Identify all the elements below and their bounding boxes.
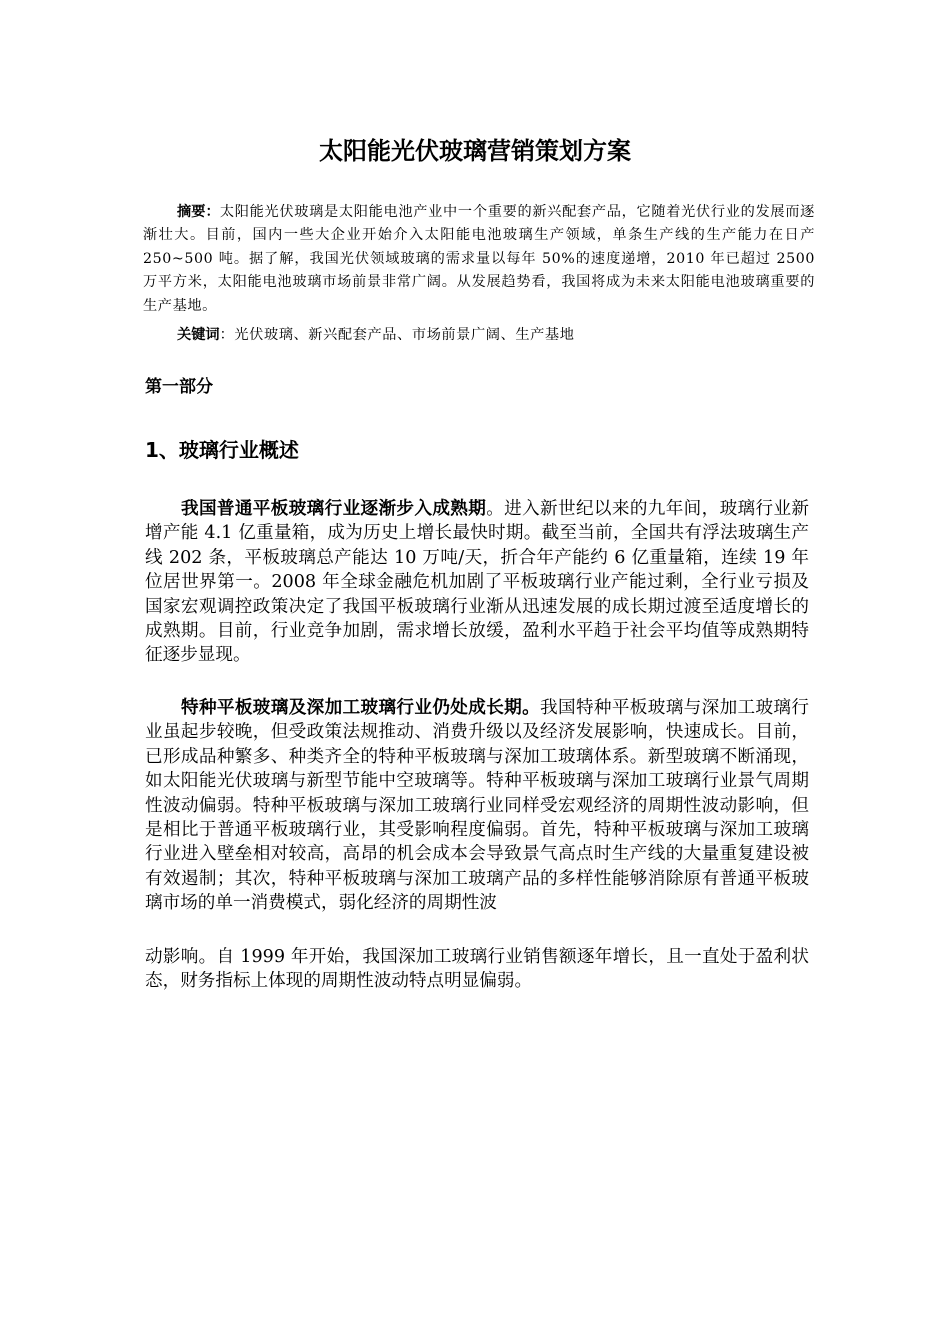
keywords	[143, 324, 815, 347]
paragraph-continuation: 动影响。自 1999 年开始，我国深加工玻璃行业销售额逐年增长，且一直处于盈利状态，财务指标上体现的周期性波动特点明显偏弱。	[145, 947, 809, 992]
part-heading: 第一部分	[145, 377, 213, 397]
abstract-label: 摘要：	[177, 204, 220, 220]
paragraph-lead: 我国普通平板玻璃行业逐渐步入成熟期	[181, 499, 487, 519]
keywords-text: ：光伏玻璃、新兴配套产品、市场前景广阔、生产基地	[219, 327, 575, 343]
paragraph-lead: 特种平板玻璃及深加工玻璃行业仍处成长期。	[181, 698, 541, 718]
paragraph-special-glass	[145, 696, 809, 916]
document-title: 太阳能光伏玻璃营销策划方案	[319, 137, 631, 165]
abstract-text: 太阳能光伏玻璃是太阳能电池产业中一个重要的新兴配套产品，它随着光伏行业的发展而逐渐壮大。目前，国内一些大企业开始介入太阳能电池玻璃生产领域，单条生产线的生产能力在日产 250~500 吨。据了解，我国光伏领域玻璃的需求量以每年 50%的速度递增，2010 年已超过 2500 万平方米，太阳能电池玻璃市场前景非常广阔。从发展趋势看，我国将成为未来太阳能电池玻璃重要的生产基地。	[143, 204, 815, 314]
keywords-label: 关键词	[177, 327, 220, 343]
abstract	[143, 201, 815, 318]
section-heading: 1、玻璃行业概述	[145, 438, 299, 462]
paragraph-flat-glass	[145, 497, 809, 668]
paragraph-text: 我国特种平板玻璃与深加工玻璃行业虽起步较晚，但受政策法规推动、消费升级以及经济发展影响，快速成长。目前，已形成品种繁多、种类齐全的特种平板玻璃与深加工玻璃体系。新型玻璃不断涌现，如太阳能光伏玻璃与新型节能中空玻璃等。特种平板玻璃与深加工玻璃行业景气周期性波动偏弱。特种平板玻璃与深加工玻璃行业同样受宏观经济的周期性波动影响，但是相比于普通平板玻璃行业，其受影响程度偏弱。首先，特种平板玻璃与深加工玻璃行业进入壁垒相对较高，高昂的机会成本会导致景气高点时生产线的大量重复建设被有效遏制；其次，特种平板玻璃与深加工玻璃产品的多样性能够消除原有普通平板玻璃市场的单一消费模式，弱化经济的周期性波	[145, 698, 809, 914]
paragraph-text: 。进入新世纪以来的九年间，玻璃行业新增产能 4.1 亿重量箱，成为历史上增长最快时期。截至当前，全国共有浮法玻璃生产线 202 条，平板玻璃总产能达 10 万吨/天，折合年产能约 6 亿重量箱，连续 19 年位居世界第一。2008 年全球金融危机加剧了平板玻璃行业产能过剩，全行业亏损及国家宏观调控政策决定了我国平板玻璃行业渐从迅速发展的成长期过渡至适度增长的成熟期。目前，行业竞争加剧，需求增长放缓，盈利水平趋于社会平均值等成熟期特征逐步显现。	[145, 499, 809, 666]
